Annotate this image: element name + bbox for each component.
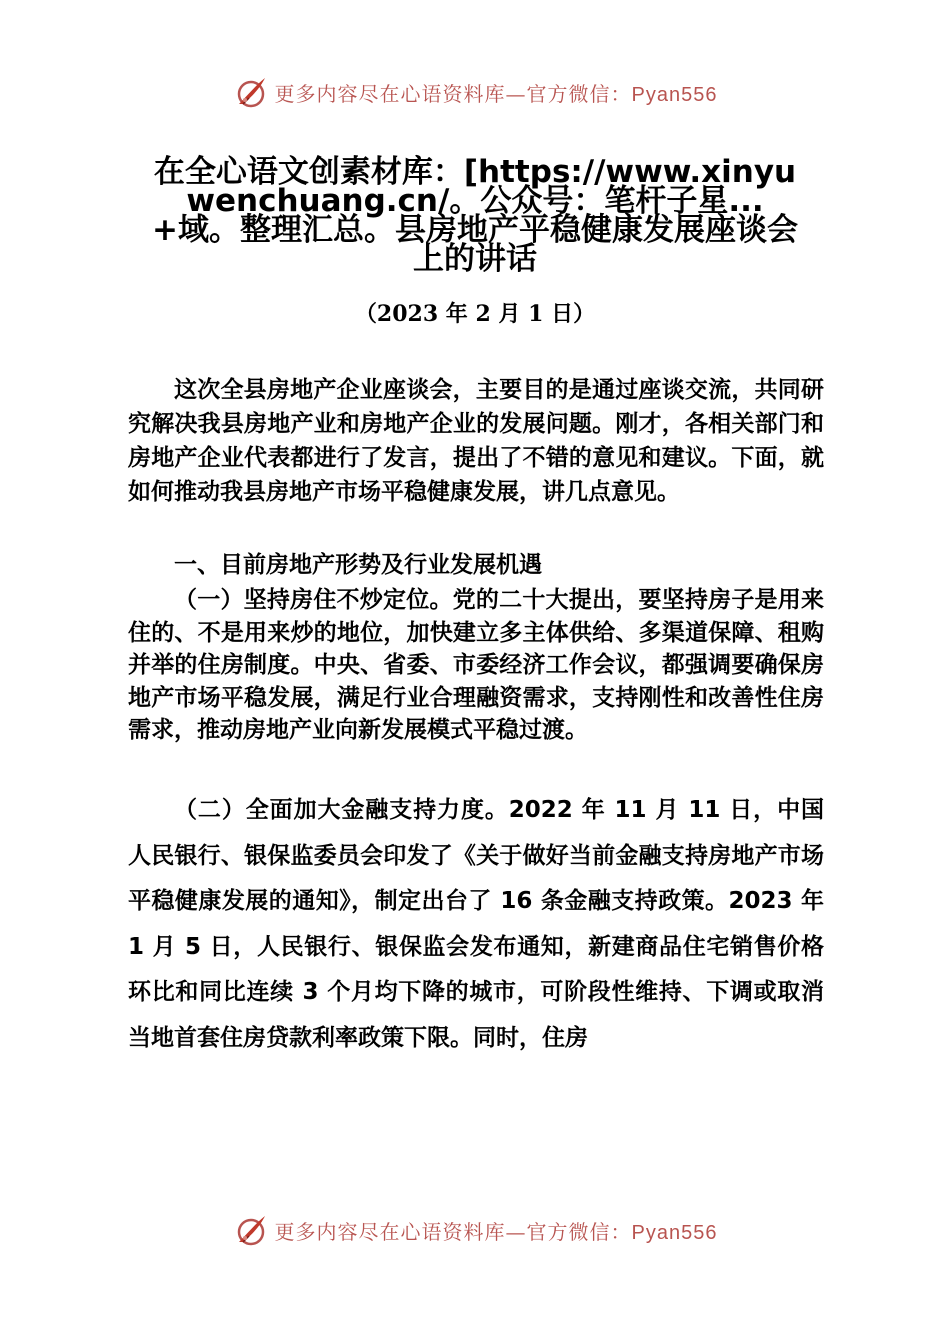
header-banner-text (275, 78, 718, 107)
header-banner-title: 更多内容尽在心语资料库 (274, 81, 506, 106)
quill-logo-icon (233, 74, 269, 110)
header-banner-contact-label: 官方微信： (526, 81, 632, 106)
paragraph-housing-positioning: （一）坚持房住不炒定位。党的二十大提出，要坚持房子是用来住的、不是用来炒的地位，加快建立多主体供给、多渠道保障、租购并举的住房制度。中央、省委、市委经济工作会议，都强调要确保房地产市场平稳发展，满足行业合理融资需求，支持刚性和改善性住房需求，推动房地产业向新发展模式平稳过渡。 (128, 587, 824, 743)
quill-logo-icon (233, 1212, 269, 1248)
footer-banner-text (275, 1216, 718, 1245)
footer-banner-dash: — (505, 1219, 527, 1244)
header-banner-contact-id: Pyan556 (631, 83, 718, 106)
paragraph-financial-support: （二）全面加大金融支持力度。2022 年 11 月 11 日，中国人民银行、银保监委员会印发了《关于做好当前金融支持房地产市场平稳健康发展的通知》，制定出台了 16 条金融支持政策。2023 年 1 月 5 日，人民银行、银保监会发布通知，新建商品住宅销售价格环比和同比连续 3 个月均下降的城市，可阶段性维持、下调或取消当地首套住房贷款利率政策下限。同时，住房 (128, 797, 824, 1051)
footer-banner (0, 1208, 950, 1252)
footer-banner-title: 更多内容尽在心语资料库 (274, 1219, 506, 1244)
document-date: （2023 年 2 月 1 日） (354, 301, 596, 327)
header-banner-dash: — (505, 81, 527, 106)
header-banner (0, 70, 950, 114)
section-heading-1: 一、目前房地产形势及行业发展机遇 (174, 552, 542, 578)
header-banner-content (233, 74, 718, 110)
document-title: 在全心语文创素材库：[https://www.xinyuwenchuang.cn/。公众号：笔杆子星...+域。整理汇总。县房地产平稳健康发展座谈会上的讲话 (152, 154, 798, 277)
footer-banner-contact-label: 官方微信： (526, 1219, 632, 1244)
footer-banner-content (233, 1212, 718, 1248)
paragraph-intro: 这次全县房地产企业座谈会，主要目的是通过座谈交流，共同研究解决我县房地产业和房地产企业的发展问题。刚才，各相关部门和房地产企业代表都进行了发言，提出了不错的意见和建议。下面，就如何推动我县房地产市场平稳健康发展，讲几点意见。 (128, 377, 824, 505)
footer-banner-contact-id: Pyan556 (631, 1221, 718, 1244)
